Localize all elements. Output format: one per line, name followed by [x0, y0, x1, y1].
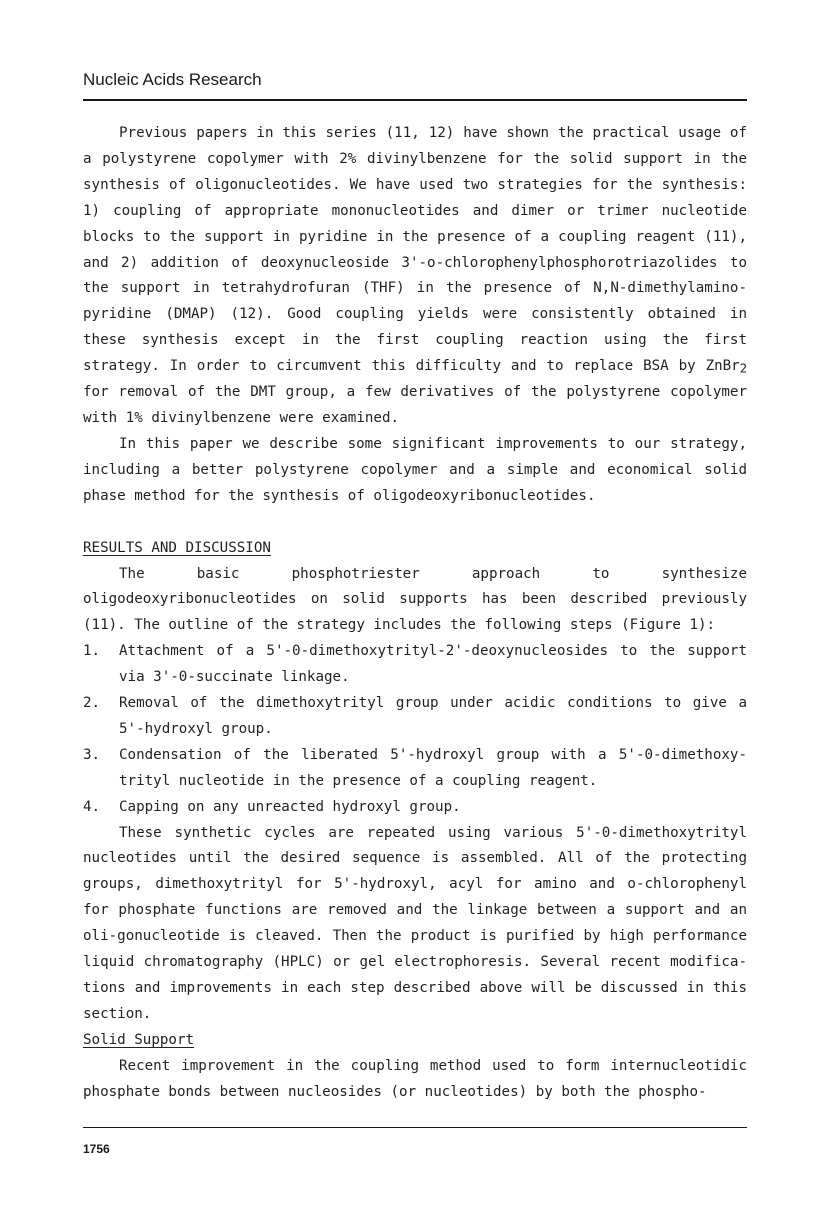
journal-title: Nucleic Acids Research: [83, 70, 262, 89]
intro-paragraph-2: In this paper we describe some significant improvements to our strategy, including a better polystyrene copolymer and a simple and economical solid phase method for the synthesis of oligodeoxyribonucleotides.: [83, 435, 747, 504]
step-item: [83, 795, 747, 821]
subsection-paragraph: Recent improvement in the coupling method used to form internucleotidic phosphate bonds between nucleosides (or nucleotides) by both the phospho-: [83, 1057, 747, 1100]
subsection-heading: Solid Support: [83, 1031, 195, 1048]
footer-rule: [83, 1127, 747, 1128]
step-item: [83, 691, 747, 743]
step-number: 2.: [83, 695, 101, 712]
page-number: 1756: [83, 1142, 110, 1156]
intro-paragraph-1: [83, 121, 747, 432]
step-item: [83, 743, 747, 795]
section-lead-paragraph: The basic phosphotriester approach to synthesize oligodeoxyribonucleotides on solid supports has been described previously (11). The outline of the strategy includes the following steps (Figure 1):: [83, 565, 747, 634]
step-number: 1.: [83, 643, 101, 660]
step-number: 4.: [83, 798, 101, 815]
subscript-2: 2: [739, 361, 747, 376]
steps-list: [83, 639, 747, 820]
header-rule: [83, 99, 747, 101]
step-number: 3.: [83, 746, 101, 763]
step-text: Capping on any unreacted hydroxyl group.: [119, 798, 461, 815]
after-steps-paragraph: These synthetic cycles are repeated using various 5'-0-dimethoxytrityl nucleotides until the desired sequence is assembled. All of the protecting groups, dimethoxytrityl for 5'-hydroxyl, acyl for amino and o-chlorophenyl for phosphate functions are removed and the linkage between a support and an oli-gonucleotide is cleaved. Then the product is purified by high performance liquid chromatography (HPLC) or gel electrophoresis. Several recent modifica-tions and improvements in each step described above will be discussed in this section.: [83, 824, 747, 1022]
step-item: [83, 639, 747, 691]
step-text: Removal of the dimethoxytrityl group under acidic conditions to give a 5'-hydroxyl group.: [119, 695, 747, 737]
step-text: Attachment of a 5'-0-dimethoxytrityl-2'-deoxynucleosides to the support via 3'-0-succinate linkage.: [119, 643, 747, 686]
step-text: Condensation of the liberated 5'-hydroxyl group with a 5'-0-dimethoxy-trityl nucleotide in the presence of a coupling reagent.: [119, 746, 747, 789]
intro-paragraph-1-tail: for removal of the DMT group, a few derivatives of the polystyrene copolymer with 1% divinylbenzene were examined.: [83, 384, 747, 426]
section-heading: RESULTS AND DISCUSSION: [83, 539, 271, 556]
article-body: [83, 121, 747, 1106]
intro-paragraph-1-text: Previous papers in this series (11, 12) have shown the practical usage of a polystyrene copolymer with 2% divinylbenzene for the solid support in the synthesis of oligonucleotides. We have used two strategies for the synthesis: 1) coupling of appropriate mononucleotides and dimer or trimer nucleotide blocks to the support in pyridine in the presence of a coupling reagent (11), and 2) addition of deoxynucleoside 3'-o-chlorophenylphosphorotriazolides to the support in tetrahydrofuran (THF) in the presence of N,N-dimethylamino-pyridine (DMAP) (12). Good coupling yields were consistently obtained in these synthesis except in the first coupling reaction using the first strategy. In order to circumvent this difficulty and to replace BSA by ZnBr: [83, 125, 747, 375]
